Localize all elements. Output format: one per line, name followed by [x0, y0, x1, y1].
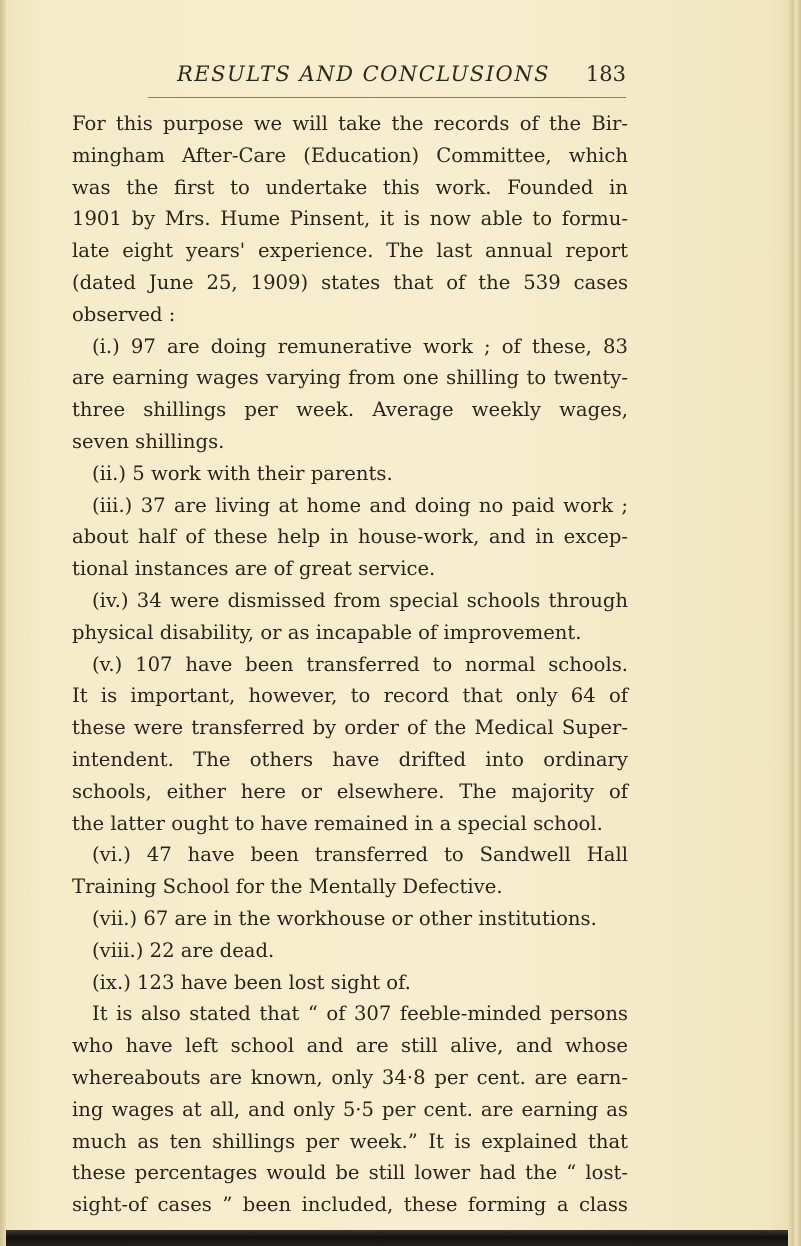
text-line: sight-of cases ” been included, these forming a class	[72, 1193, 628, 1217]
text-line: late eight years' experience. The last annual report	[72, 239, 628, 263]
body-text	[72, 108, 628, 1221]
text-line: For this purpose we will take the records of the Bir-	[72, 112, 628, 135]
text-line: 1901 by Mrs. Hume Pinsent, it is now able to formu-	[72, 207, 628, 231]
text-line: It is also stated that “ of 307 feeble-minded persons	[92, 1002, 628, 1026]
text-line: was the first to undertake this work. Founded in	[72, 175, 628, 199]
text-line: (vii.) 67 are in the workhouse or other institutions.	[92, 906, 597, 930]
text-line: (vi.) 47 have been transferred to Sandwell Hall	[92, 843, 628, 867]
text-line: (i.) 97 are doing remunerative work ; of these, 83	[92, 334, 628, 358]
text-line: (dated June 25, 1909) states that of the 539 cases	[72, 270, 628, 294]
text-line: schools, either here or elsewhere. The majority of	[72, 779, 628, 803]
text-line: (ix.) 123 have been lost sight of.	[92, 970, 411, 994]
text-line: (iii.) 37 are living at home and doing no paid work ;	[92, 493, 628, 517]
page-number: 183	[585, 62, 626, 86]
text-line: about half of these help in house-work, and in excep-	[72, 525, 628, 549]
text-line: the latter ought to have remained in a special school.	[72, 811, 603, 835]
text-line: three shillings per week. Average weekly wages,	[72, 398, 628, 422]
text-line: tional instances are of great service.	[72, 557, 436, 581]
running-head: RESULTS AND CONCLUSIONS	[177, 62, 550, 86]
text-line: physical disability, or as incapable of improvement.	[72, 620, 582, 644]
text-line: these percentages would be still lower had the “ lost-	[72, 1161, 628, 1185]
header-rule	[148, 97, 626, 98]
scan-bottom-edge	[6, 1230, 788, 1246]
text-line: (v.) 107 have been transferred to normal schools.	[92, 652, 628, 676]
text-line: seven shillings.	[72, 429, 225, 453]
text-line: (viii.) 22 are dead.	[92, 938, 275, 962]
text-line: It is important, however, to record that only 64 of	[72, 684, 628, 708]
text-line: whereabouts are known, only 34·8 per cent. are earn-	[72, 1065, 628, 1089]
text-line: (ii.) 5 work with their parents.	[92, 461, 393, 485]
text-line: much as ten shillings per week.” It is explained that	[72, 1129, 628, 1153]
text-line: who have left school and are still alive, and whose	[72, 1034, 628, 1058]
text-line: (iv.) 34 were dismissed from special schools through	[92, 588, 628, 612]
page-header	[72, 62, 626, 92]
text-line: ing wages at all, and only 5·5 per cent. are earning as	[72, 1097, 628, 1121]
text-line: these were transferred by order of the Medical Super-	[72, 716, 628, 740]
page-left-edge	[0, 0, 6, 1246]
text-line: observed :	[72, 302, 176, 326]
text-line: are earning wages varying from one shilling to twenty-	[72, 366, 628, 390]
text-line: mingham After-Care (Education) Committee, which	[72, 143, 628, 167]
text-line: intendent. The others have drifted into ordinary	[72, 747, 628, 771]
page-right-edge	[788, 0, 801, 1246]
text-line: Training School for the Mentally Defective.	[72, 875, 503, 899]
